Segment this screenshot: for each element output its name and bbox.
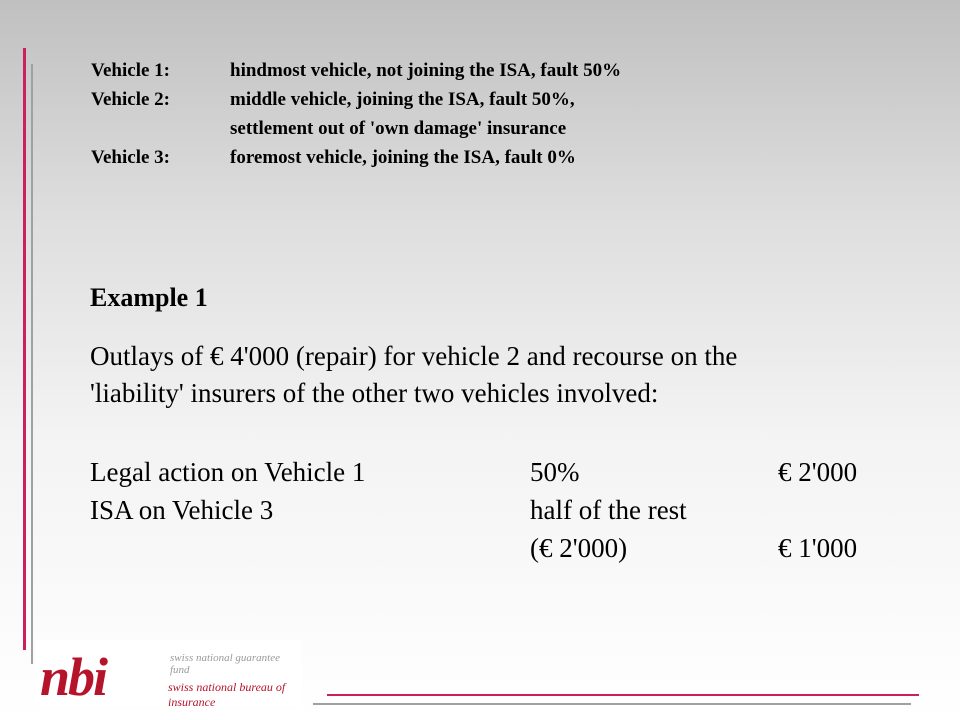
- vehicle-label: Vehicle 3:: [91, 147, 170, 168]
- logo-wordmark: nbi: [40, 647, 107, 707]
- table-cell-share: half of the rest: [530, 495, 687, 525]
- vehicle-description: settlement out of 'own damage' insurance: [230, 118, 567, 139]
- vehicle-description: middle vehicle, joining the ISA, fault 50%,: [230, 89, 575, 110]
- vehicle-row: [91, 143, 621, 172]
- example-title: Example 1: [90, 283, 208, 312]
- logo-tagline-bottom: swiss national bureau of insurance: [168, 680, 286, 709]
- settlement-table: [90, 453, 898, 567]
- outlays-line: 'liability' insurers of the other two vehicles involved:: [90, 378, 659, 408]
- vehicle-row: [91, 114, 621, 143]
- table-cell-amount: € 1'000: [778, 533, 858, 563]
- vehicle-label: Vehicle 1:: [91, 60, 170, 81]
- table-cell-share: 50%: [530, 457, 580, 487]
- table-row: [90, 491, 898, 529]
- footer-grey-rule: [313, 703, 911, 705]
- table-cell-amount: [778, 491, 898, 529]
- vehicle-label: [91, 114, 230, 143]
- left-grey-rule: [31, 64, 33, 664]
- vehicle-row: [91, 85, 621, 114]
- table-cell-party: ISA on Vehicle 3: [90, 495, 274, 525]
- footer-red-rule: [327, 694, 919, 696]
- table-cell-party: [90, 529, 530, 567]
- table-cell-amount: € 2'000: [778, 457, 858, 487]
- vehicle-description: hindmost vehicle, not joining the ISA, fault 50%: [230, 60, 622, 81]
- table-cell-share: (€ 2'000): [530, 533, 628, 563]
- nbi-logo: [36, 640, 302, 709]
- outlays-paragraph: [90, 338, 910, 412]
- table-row: [90, 529, 898, 567]
- logo-tagline-top: swiss national guarantee fund: [170, 652, 281, 676]
- vehicle-row: [91, 56, 621, 85]
- table-cell-party: Legal action on Vehicle 1: [90, 457, 366, 487]
- left-red-rule: [23, 48, 26, 650]
- vehicle-label: Vehicle 2:: [91, 89, 170, 110]
- table-row: [90, 453, 898, 491]
- outlays-line: Outlays of € 4'000 (repair) for vehicle 2 and recourse on the: [90, 341, 738, 371]
- vehicle-list: [91, 56, 621, 172]
- vehicle-description: foremost vehicle, joining the ISA, fault 0%: [230, 147, 576, 168]
